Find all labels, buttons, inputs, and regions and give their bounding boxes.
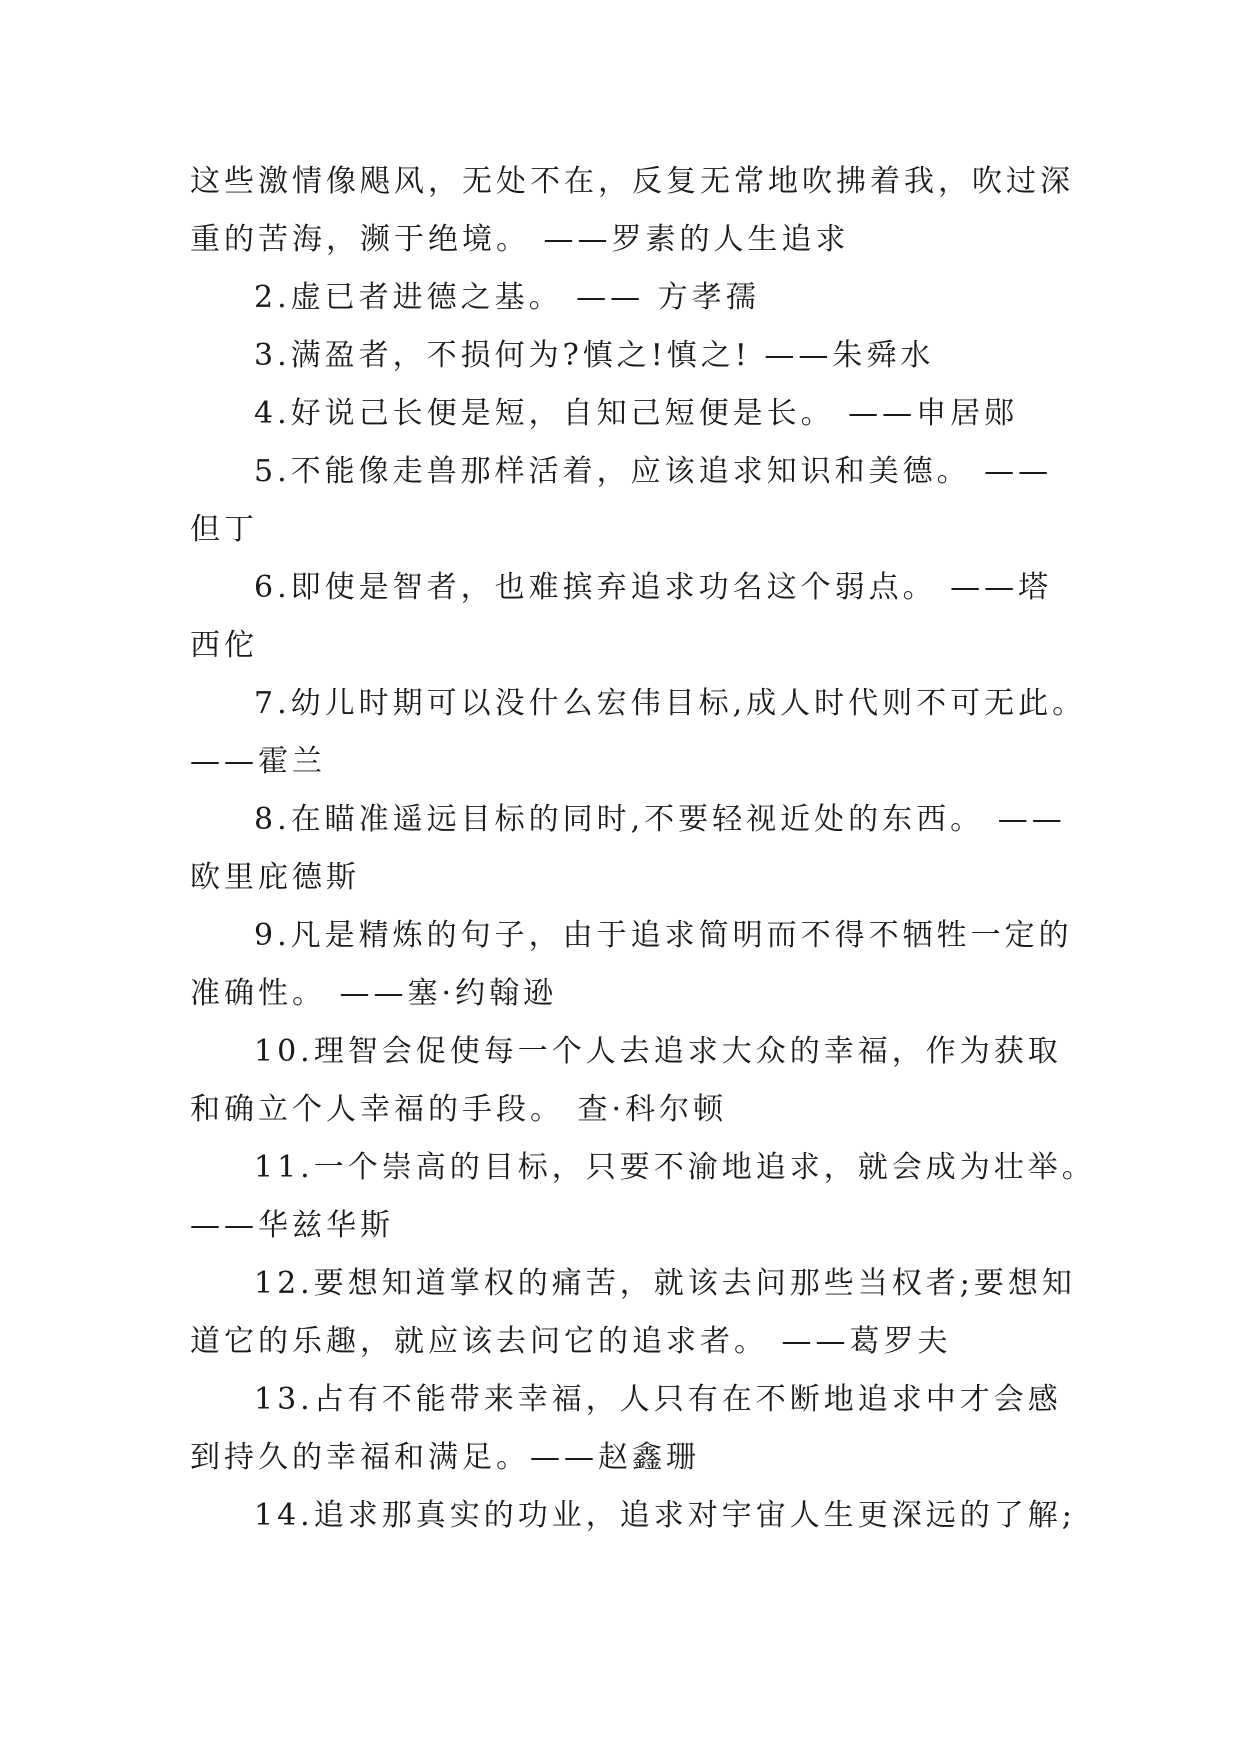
quote-item-4: 4.好说己长便是短，自知己短便是长。 ——申居郧 — [254, 396, 1019, 431]
quote-item-2: 2.虚已者进德之基。 —— 方孝孺 — [254, 280, 760, 315]
text-line: 重的苦海，濒于绝境。 ——罗素的人生追求 — [190, 222, 850, 257]
text-line: 到持久的幸福和满足。——赵鑫珊 — [190, 1440, 700, 1475]
text-line: 这些激情像飓风，无处不在，反复无常地吹拂着我，吹过深 — [190, 164, 1074, 199]
text-line: ——华兹华斯 — [190, 1208, 394, 1243]
quote-item-13: 13.占有不能带来幸福，人只有在不断地追求中才会感 — [254, 1382, 1062, 1417]
quote-item-11: 11.一个崇高的目标，只要不渝地追求，就会成为壮举。 — [254, 1150, 1096, 1185]
document-body — [190, 153, 1096, 1545]
text-line: 道它的乐趣，就应该去问它的追求者。 ——葛罗夫 — [190, 1324, 952, 1359]
text-line: 和确立个人幸福的手段。 查·科尔顿 — [190, 1092, 728, 1127]
text-line: 欧里庇德斯 — [190, 860, 360, 895]
text-line: ——霍兰 — [190, 744, 326, 779]
quote-item-14: 14.追求那真实的功业，追求对宇宙人生更深远的了解; — [254, 1498, 1076, 1533]
quote-item-10: 10.理智会促使每一个人去追求大众的幸福，作为获取 — [254, 1034, 1062, 1069]
text-line: 准确性。 ——塞·约翰逊 — [190, 976, 558, 1011]
quote-item-5: 5.不能像走兽那样活着，应该追求知识和美德。 —— — [254, 454, 1053, 489]
quote-item-9: 9.凡是精炼的句子，由于追求简明而不得不牺牲一定的 — [254, 918, 1073, 953]
quote-item-3: 3.满盈者，不损何为?慎之!慎之! ——朱舜水 — [254, 338, 935, 373]
quote-item-12: 12.要想知道掌权的痛苦，就该去问那些当权者;要想知 — [254, 1266, 1076, 1301]
quote-item-7: 7.幼儿时期可以没什么宏伟目标,成人时代则不可无此。 — [254, 686, 1087, 721]
quote-item-6: 6.即使是智者，也难摈弃追求功名这个弱点。 ——塔 — [254, 570, 1053, 605]
quote-item-8: 8.在瞄准遥远目标的同时,不要轻视近处的东西。 —— — [254, 802, 1066, 837]
text-line: 西佗 — [190, 628, 258, 663]
text-line: 但丁 — [190, 512, 258, 547]
